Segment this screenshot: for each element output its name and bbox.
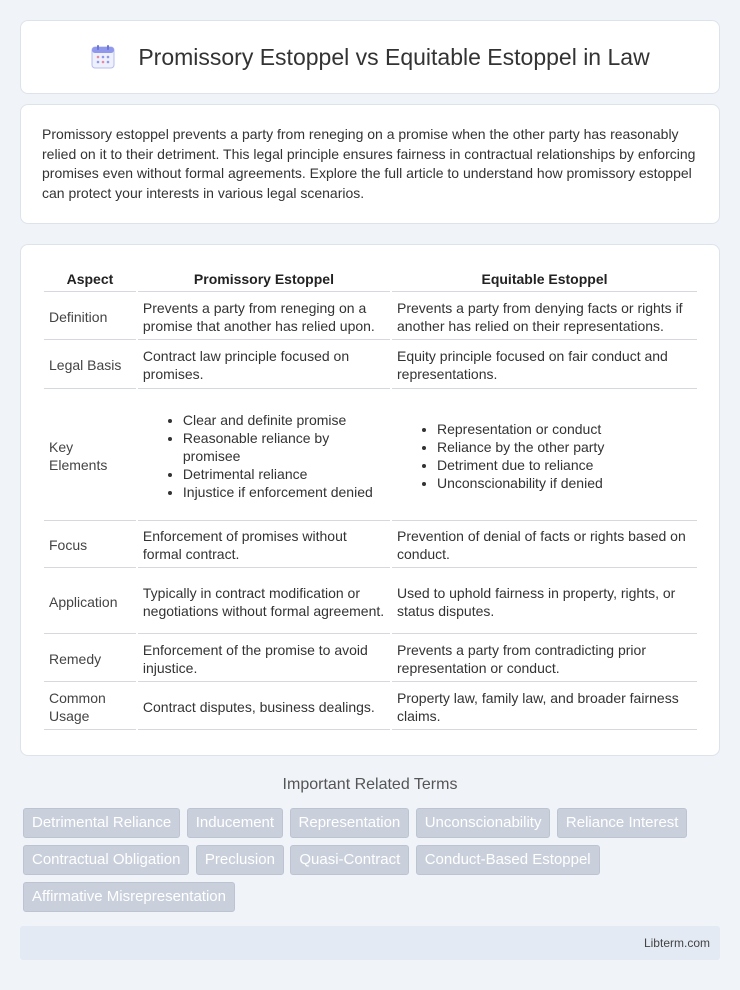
header-equitable: Equitable Estoppel	[392, 267, 697, 292]
header-card	[20, 20, 720, 94]
intro-card	[20, 104, 720, 224]
related-terms-tags	[23, 808, 723, 919]
list-item: • Reasonable reliance by promisee	[183, 429, 385, 465]
table-row	[44, 294, 697, 340]
promissory-cell: Enforcement of the promise to avoid injustice.	[138, 636, 390, 682]
aspect-cell: Focus	[44, 523, 136, 568]
table-row	[44, 636, 697, 682]
related-terms-title: Important Related Terms	[282, 776, 458, 793]
calendar-icon	[90, 44, 116, 70]
header-aspect: Aspect	[44, 267, 136, 292]
related-term-tag[interactable]: Preclusion	[196, 845, 284, 875]
related-term-tag[interactable]: Inducement	[187, 808, 283, 838]
related-term-tag[interactable]: Conduct-Based Estoppel	[416, 845, 600, 875]
aspect-cell: Definition	[44, 294, 136, 340]
related-term-tag[interactable]: Representation	[290, 808, 410, 838]
related-term-tag[interactable]: Unconscionability	[416, 808, 551, 838]
related-term-tag[interactable]: Affirmative Misrepresentation	[23, 882, 235, 912]
page-title: Promissory Estoppel vs Equitable Estoppel in Law	[138, 43, 650, 70]
promissory-cell: Contract disputes, business dealings.	[138, 684, 390, 730]
equitable-cell: Used to uphold fairness in property, rights, or status disputes.	[392, 570, 697, 634]
equitable-cell: Prevents a party from contradicting prior representation or conduct.	[392, 636, 697, 682]
table-row	[44, 570, 697, 634]
comparison-table-card	[20, 244, 720, 756]
promissory-cell: Typically in contract modification or negotiations without formal agreement.	[138, 570, 390, 634]
footer-site-link[interactable]: Libterm.com	[643, 936, 710, 950]
list-item: • Detrimental reliance	[183, 465, 385, 483]
promissory-cell: Contract law principle focused on promises.	[138, 342, 390, 389]
equitable-cell: Prevention of denial of facts or rights based on conduct.	[392, 523, 697, 568]
equitable-cell: Property law, family law, and broader fairness claims.	[392, 684, 697, 730]
related-term-tag[interactable]: Detrimental Reliance	[23, 808, 180, 838]
list-item: • Reliance by the other party	[437, 438, 692, 456]
aspect-cell: Legal Basis	[44, 342, 136, 389]
aspect-cell: Remedy	[44, 636, 136, 682]
equitable-elements-list	[397, 420, 692, 492]
list-item: • Representation or conduct	[437, 420, 692, 438]
related-term-tag[interactable]: Contractual Obligation	[23, 845, 189, 875]
related-term-tag[interactable]: Quasi-Contract	[290, 845, 409, 875]
equitable-cell: Prevents a party from denying facts or rights if another has relied on their representations.	[392, 294, 697, 340]
promissory-elements-list	[143, 411, 385, 501]
list-item: • Injustice if enforcement denied	[183, 483, 385, 501]
aspect-cell: Common Usage	[44, 684, 136, 730]
promissory-cell: Enforcement of promises without formal contract.	[138, 523, 390, 568]
list-item: • Clear and definite promise	[183, 411, 385, 429]
footer	[20, 926, 720, 960]
table-row	[44, 342, 697, 389]
table-header-row	[44, 267, 697, 292]
promissory-cell	[138, 391, 390, 521]
aspect-cell: Application	[44, 570, 136, 634]
table-row	[44, 523, 697, 568]
aspect-cell: Key Elements	[44, 391, 136, 521]
header-promissory: Promissory Estoppel	[138, 267, 390, 292]
related-term-tag[interactable]: Reliance Interest	[557, 808, 688, 838]
list-item: • Detriment due to reliance	[437, 456, 692, 474]
promissory-cell: Prevents a party from reneging on a promise that another has relied upon.	[138, 294, 390, 340]
equitable-cell: Equity principle focused on fair conduct and representations.	[392, 342, 697, 389]
table-row	[44, 391, 697, 521]
comparison-table	[42, 265, 699, 732]
equitable-cell	[392, 391, 697, 521]
intro-text: Promissory estoppel prevents a party from reneging on a promise when the other party has reasonably relied on it to their detriment. This legal principle ensures fairness in contractual relationships by enforcing promises even without formal agreements. Explore the full article to understand how promissory estoppel can protect your interests in various legal scenarios.	[42, 126, 696, 201]
list-item: • Unconscionability if denied	[437, 474, 692, 492]
table-row	[44, 684, 697, 730]
